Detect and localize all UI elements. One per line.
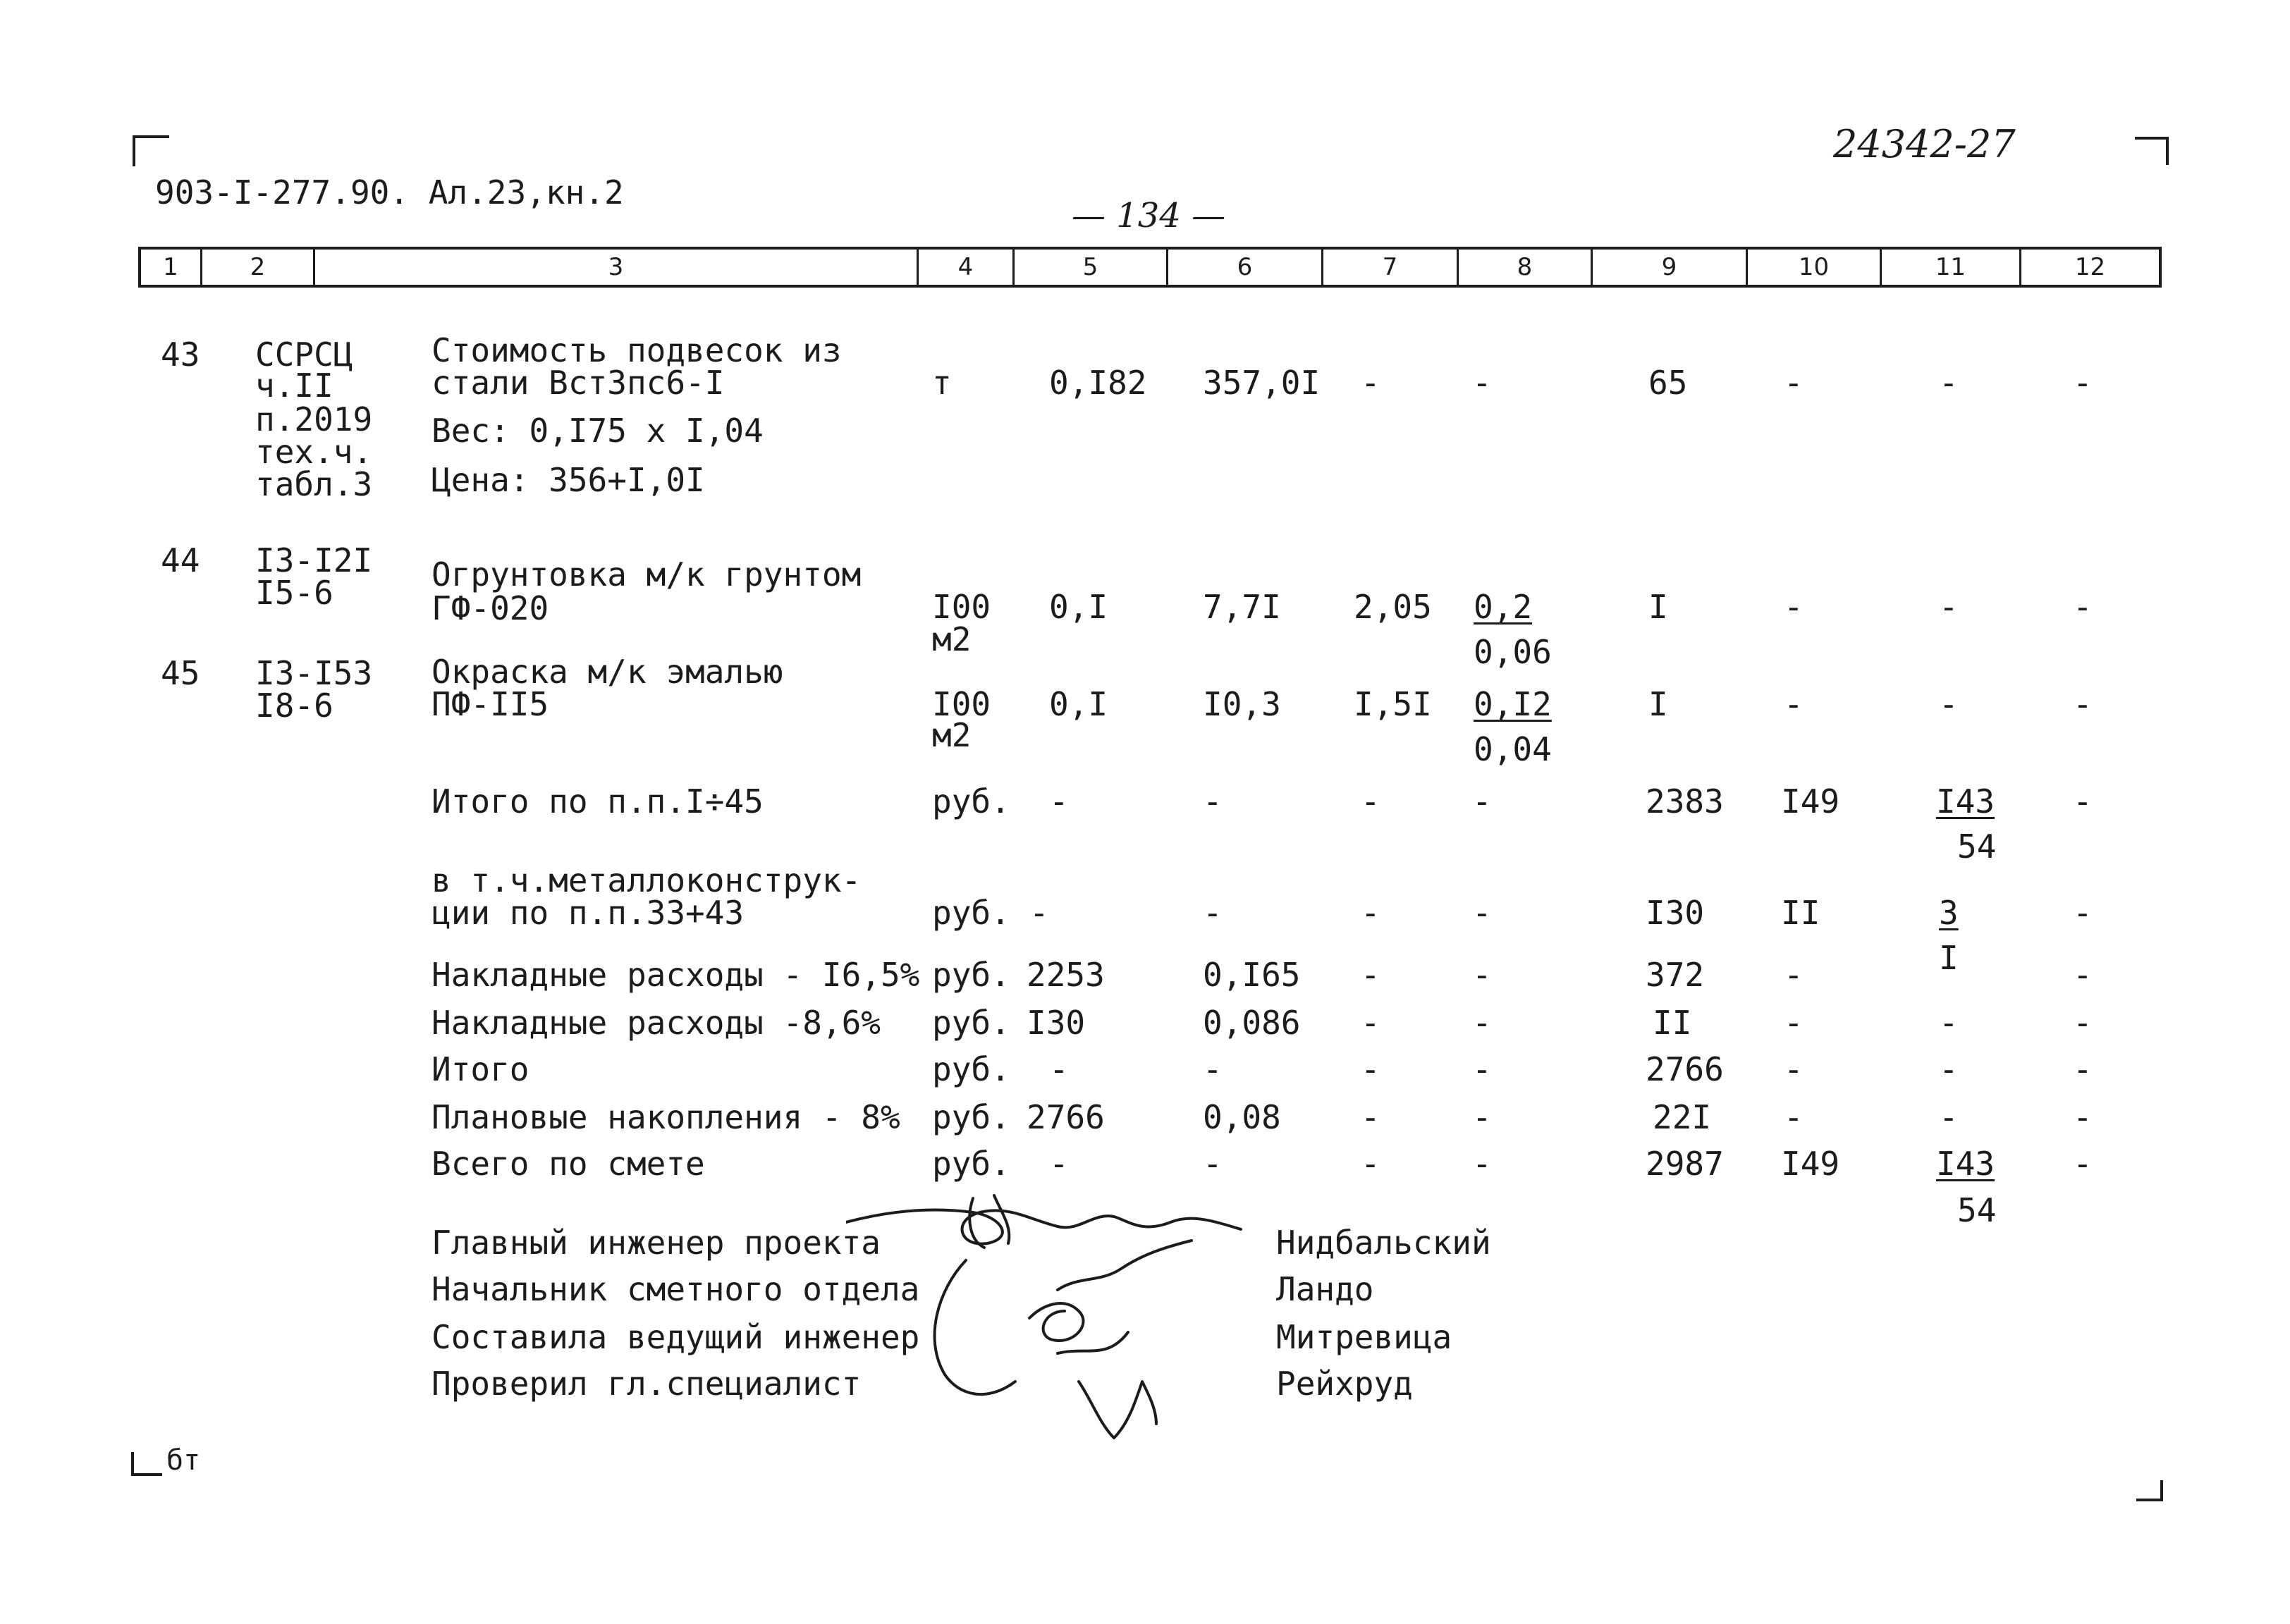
row-45-number: 45: [161, 654, 200, 692]
subtotal-unit: руб.: [932, 1050, 1010, 1088]
total-1-45-col10: I49: [1781, 782, 1840, 820]
metal-structures-col5: -: [1029, 894, 1049, 932]
column-header-row: [138, 247, 2162, 288]
inventory-number: 24342-27: [1833, 122, 2016, 166]
overhead-16-5-col10: -: [1784, 956, 1804, 994]
column-header-12: 12: [2019, 250, 2159, 285]
grand-total-col11-top: I43: [1936, 1145, 1995, 1183]
metal-structures-description-2: ции по п.п.33+43: [431, 894, 745, 932]
handwritten-signatures: [846, 1170, 1255, 1466]
column-header-9: 9: [1591, 250, 1746, 285]
row-45-unit-2: м2: [932, 716, 972, 754]
row-44-unit-1: I00: [932, 588, 991, 626]
total-1-45-col12: -: [2073, 782, 2093, 820]
column-header-6: 6: [1166, 250, 1321, 285]
planned-savings-col6: 0,08: [1203, 1098, 1281, 1136]
total-1-45-unit: руб.: [932, 782, 1010, 820]
overhead-8-6-unit: руб.: [932, 1004, 1010, 1042]
overhead-16-5-col7: -: [1361, 956, 1380, 994]
overhead-8-6-col10: -: [1784, 1004, 1804, 1042]
row-43-number: 43: [161, 336, 200, 374]
row-45-description-2: ПФ-II5: [431, 685, 549, 723]
planned-savings-col12: -: [2073, 1098, 2093, 1136]
subtotal-col7: -: [1361, 1050, 1380, 1088]
row-43-unit: т: [932, 364, 952, 402]
grand-total-unit: руб.: [932, 1145, 1010, 1183]
grand-total-description: Всего по смете: [431, 1145, 705, 1183]
total-1-45-col6: -: [1203, 782, 1223, 820]
row-44-col7: 2,05: [1354, 588, 1432, 626]
document-code: 903-I-277.90. Ал.23,кн.2: [155, 173, 624, 211]
row-43-col8: -: [1472, 364, 1492, 402]
subtotal-col10: -: [1784, 1050, 1804, 1088]
subtotal-col5: -: [1049, 1050, 1069, 1088]
row-44-col8-bottom: 0,06: [1474, 633, 1552, 671]
row-44-code-2: I5-6: [255, 574, 333, 612]
total-1-45-col8: -: [1472, 782, 1492, 820]
column-header-10: 10: [1746, 250, 1880, 285]
column-header-4: 4: [917, 250, 1012, 285]
total-1-45-col7: -: [1361, 782, 1380, 820]
overhead-8-6-col6: 0,086: [1203, 1004, 1301, 1042]
metal-structures-col12: -: [2073, 894, 2093, 932]
signatory-role-3: Составила ведущий инженер: [431, 1318, 920, 1356]
overhead-8-6-col9: II: [1653, 1004, 1692, 1042]
grand-total-col9: 2987: [1646, 1145, 1724, 1183]
metal-structures-description-1: в т.ч.металлоконструк-: [431, 861, 862, 899]
overhead-8-6-col11: -: [1939, 1004, 1959, 1042]
metal-structures-col11-bottom: I: [1939, 939, 1959, 977]
signatory-name-1: Нидбальский: [1276, 1224, 1491, 1262]
row-44-description-1: Огрунтовка м/к грунтом: [431, 555, 862, 593]
row-45-description-1: Окраска м/к эмалью: [431, 653, 783, 691]
metal-structures-col8: -: [1472, 894, 1492, 932]
planned-savings-col5: 2766: [1027, 1098, 1105, 1136]
planned-savings-unit: руб.: [932, 1098, 1010, 1136]
row-43-col11: -: [1939, 364, 1959, 402]
row-44-unit-2: м2: [932, 620, 972, 658]
row-45-code-1: I3-I53: [255, 654, 373, 692]
signatory-name-2: Ландо: [1276, 1270, 1374, 1308]
row-45-col6: I0,3: [1203, 685, 1281, 723]
overhead-16-5-col5: 2253: [1027, 956, 1105, 994]
subtotal-col6: -: [1203, 1050, 1223, 1088]
row-43-col10: -: [1784, 364, 1804, 402]
row-43-weight: Вес: 0,I75 x I,04: [431, 412, 764, 450]
row-45-col9: I: [1648, 685, 1668, 723]
total-1-45-col11-bottom: 54: [1957, 828, 1997, 866]
row-45-code-2: I8-6: [255, 687, 333, 725]
row-44-col9: I: [1648, 588, 1668, 626]
signatory-role-1: Главный инженер проекта: [431, 1224, 881, 1262]
page-number: — 134 —: [1072, 196, 1226, 235]
row-45-col10: -: [1784, 685, 1804, 723]
grand-total-col7: -: [1361, 1145, 1380, 1183]
overhead-16-5-col8: -: [1472, 956, 1492, 994]
planned-savings-col10: -: [1784, 1098, 1804, 1136]
row-43-col7: -: [1361, 364, 1380, 402]
row-43-col5: 0,I82: [1049, 364, 1147, 402]
metal-structures-col9: I30: [1646, 894, 1705, 932]
total-1-45-col11-top: I43: [1936, 782, 1995, 820]
row-45-col12: -: [2073, 685, 2093, 723]
column-header-1: 1: [163, 253, 178, 281]
column-header-7: 7: [1321, 250, 1457, 285]
row-45-col7: I,5I: [1354, 685, 1432, 723]
planned-savings-col11: -: [1939, 1098, 1959, 1136]
corner-mark-bottom-left: [131, 1452, 162, 1476]
overhead-16-5-description: Накладные расходы - I6,5%: [431, 956, 920, 994]
corner-mark-bottom-right: [2136, 1480, 2163, 1501]
metal-structures-col11-top: 3: [1939, 894, 1959, 932]
row-43-col9: 65: [1648, 364, 1688, 402]
row-43-code-3: п.2019: [255, 400, 373, 438]
row-43-code-5: табл.3: [255, 465, 373, 503]
column-header-2: 2: [200, 250, 313, 285]
column-header-5: 5: [1012, 250, 1166, 285]
row-43-code-1: ССРСЦ: [255, 336, 353, 374]
row-43-description-2: стали ВстЗпс6-I: [431, 364, 725, 402]
grand-total-col12: -: [2073, 1145, 2093, 1183]
subtotal-description: Итого: [431, 1050, 529, 1088]
row-44-col11: -: [1939, 588, 1959, 626]
total-1-45-col5: -: [1049, 782, 1069, 820]
grand-total-col6: -: [1203, 1145, 1223, 1183]
planned-savings-col9: 22I: [1653, 1098, 1712, 1136]
overhead-16-5-col9: 372: [1646, 956, 1705, 994]
subtotal-col9: 2766: [1646, 1050, 1724, 1088]
row-43-description-1: Стоимость подвесок из: [431, 331, 842, 369]
column-header-8: 8: [1457, 250, 1591, 285]
overhead-8-6-col7: -: [1361, 1004, 1380, 1042]
overhead-8-6-col8: -: [1472, 1004, 1492, 1042]
corner-mark-top-left: [133, 135, 169, 166]
row-44-description-2: ГФ-020: [431, 589, 549, 627]
row-44-col5: 0,I: [1049, 588, 1108, 626]
subtotal-col12: -: [2073, 1050, 2093, 1088]
overhead-16-5-col6: 0,I65: [1203, 956, 1301, 994]
column-header-11: 11: [1880, 250, 2019, 285]
metal-structures-unit: руб.: [932, 894, 1010, 932]
overhead-16-5-col12: -: [2073, 956, 2093, 994]
subtotal-col8: -: [1472, 1050, 1492, 1088]
row-45-unit-1: I00: [932, 685, 991, 723]
metal-structures-col10: II: [1781, 894, 1820, 932]
row-43-col12: -: [2073, 364, 2093, 402]
signatory-name-4: Рейхруд: [1276, 1365, 1413, 1403]
row-43-price: Цена: 356+I,0I: [431, 461, 705, 499]
grand-total-col5: -: [1049, 1145, 1069, 1183]
row-43-code-4: тех.ч.: [255, 433, 373, 471]
column-header-3: 3: [313, 250, 917, 285]
total-1-45-description: Итого по п.п.I÷45: [431, 782, 764, 820]
overhead-16-5-unit: руб.: [932, 956, 1010, 994]
footer-mark: бт: [166, 1444, 201, 1477]
grand-total-col8: -: [1472, 1145, 1492, 1183]
row-45-col5: 0,I: [1049, 685, 1108, 723]
signatory-role-4: Проверил гл.специалист: [431, 1365, 862, 1403]
signatory-name-3: Митревица: [1276, 1318, 1452, 1356]
row-45-col8-top: 0,I2: [1474, 685, 1552, 723]
row-43-col6: 357,0I: [1203, 364, 1321, 402]
overhead-8-6-description: Накладные расходы -8,6%: [431, 1004, 881, 1042]
grand-total-col10: I49: [1781, 1145, 1840, 1183]
row-45-col11: -: [1939, 685, 1959, 723]
subtotal-col11: -: [1939, 1050, 1959, 1088]
total-1-45-col9: 2383: [1646, 782, 1724, 820]
row-44-number: 44: [161, 541, 200, 579]
metal-structures-col6: -: [1203, 894, 1223, 932]
row-43-code-2: ч.II: [255, 367, 333, 405]
row-44-col6: 7,7I: [1203, 588, 1281, 626]
row-45-col8-bottom: 0,04: [1474, 730, 1552, 768]
overhead-8-6-col12: -: [2073, 1004, 2093, 1042]
planned-savings-description: Плановые накопления - 8%: [431, 1098, 900, 1136]
planned-savings-col8: -: [1472, 1098, 1492, 1136]
metal-structures-col7: -: [1361, 894, 1380, 932]
row-44-col8-top: 0,2: [1474, 588, 1533, 626]
row-44-col12: -: [2073, 588, 2093, 626]
signatory-role-2: Начальник сметного отдела: [431, 1270, 920, 1308]
row-44-code-1: I3-I2I: [255, 541, 373, 579]
overhead-8-6-col5: I30: [1027, 1004, 1086, 1042]
corner-mark-top-right: [2135, 137, 2169, 165]
planned-savings-col7: -: [1361, 1098, 1380, 1136]
grand-total-col11-bottom: 54: [1957, 1191, 1997, 1229]
row-44-col10: -: [1784, 588, 1804, 626]
